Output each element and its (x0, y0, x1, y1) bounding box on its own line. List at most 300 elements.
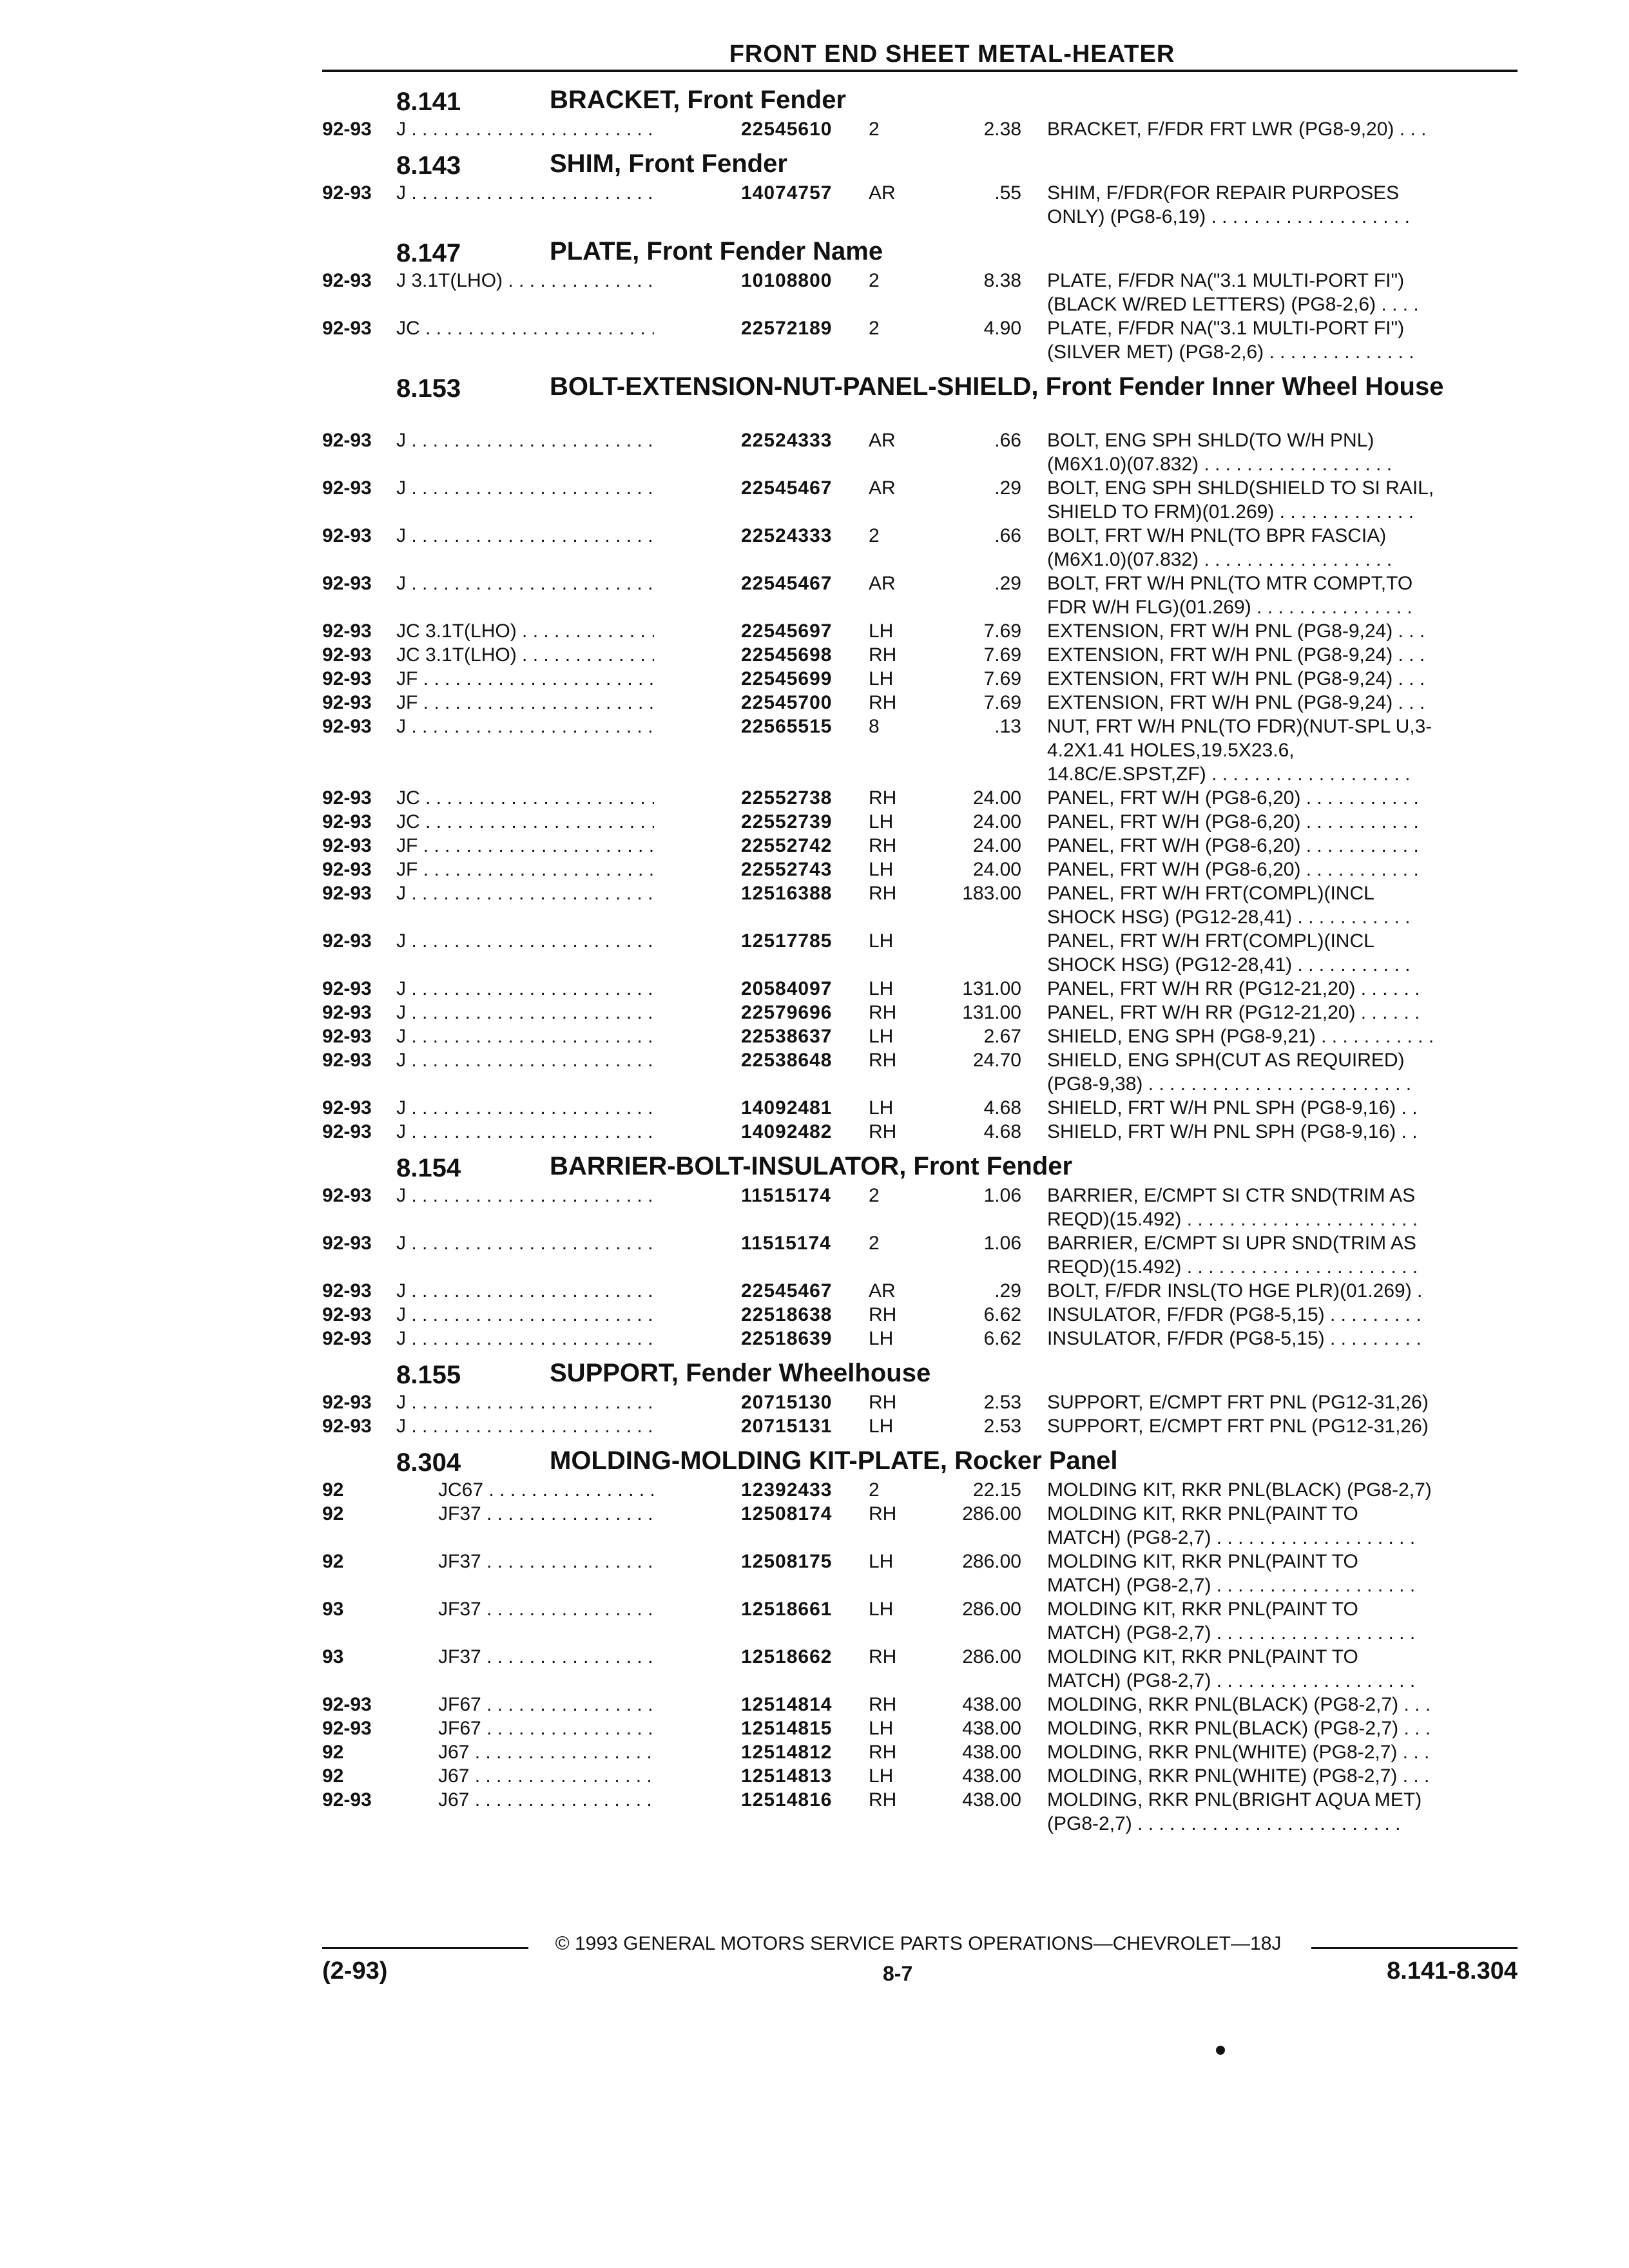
part-number: 22545699 (741, 668, 833, 689)
model-code: J . . . (396, 881, 654, 905)
model-code: JF67 . . . (438, 1716, 654, 1740)
page-footer (322, 1933, 1518, 1991)
quantity: RH (869, 644, 897, 666)
description-text: MOLDING, RKR PNL(WHITE) (PG8-2,7) . . . (1047, 1765, 1430, 1787)
part-number: 10108800 (741, 270, 833, 291)
model-code: J . . . (396, 715, 654, 738)
model-years: 92-93 (322, 525, 372, 546)
quantity: 2 (869, 318, 880, 339)
model-code: J . . . (396, 572, 654, 595)
price: .29 (994, 477, 1021, 499)
part-row (322, 316, 1518, 364)
part-description (1047, 1740, 1511, 1764)
part-row (322, 667, 1518, 691)
model-code: J . . . (396, 1327, 654, 1350)
description-text: MOLDING KIT, RKR PNL(PAINT TO MATCH) (PG8-2,7) . . . . . . . . . . . . . . . . . . . (1047, 1646, 1416, 1691)
part-description (1047, 1390, 1511, 1414)
model-years: 92-93 (322, 1304, 372, 1325)
model-code: JF . . . (396, 858, 654, 881)
price: 8.38 (983, 270, 1021, 291)
part-number: 11515174 (741, 1233, 831, 1254)
model-code: J67 . . . (438, 1788, 654, 1812)
description-text: PANEL, FRT W/H (PG8-6,20) . . . . . . . . . . . (1047, 835, 1419, 856)
quantity: LH (869, 620, 894, 642)
description-text: BOLT, ENG SPH SHLD(SHIELD TO SI RAIL, SHIELD TO FRM)(01.269) . . . . . . . . . . . . . (1047, 477, 1434, 523)
model-code: JC . . . (396, 786, 654, 810)
model-years: 92-93 (322, 1050, 372, 1071)
part-number: 22545700 (741, 692, 833, 713)
part-row (322, 1740, 1518, 1764)
part-number: 22579696 (741, 1002, 833, 1023)
part-number: 22518638 (741, 1304, 833, 1325)
section-title: MOLDING-MOLDING KIT-PLATE, Rocker Panel (550, 1446, 1118, 1475)
part-row (322, 1327, 1518, 1350)
quantity: RH (869, 883, 897, 904)
model-code: JC 3.1T(LHO) . . . (396, 619, 654, 643)
price: 4.90 (983, 318, 1021, 339)
model-years: 92-93 (322, 573, 372, 594)
part-description (1047, 929, 1511, 977)
price: 24.00 (972, 859, 1021, 880)
part-number: 22552742 (741, 835, 833, 856)
price: 7.69 (983, 620, 1021, 642)
description-text: PANEL, FRT W/H (PG8-6,20) . . . . . . . . . . . (1047, 787, 1419, 809)
part-description (1047, 428, 1511, 476)
price: .29 (994, 1280, 1021, 1302)
model-code: JF . . . (396, 667, 654, 691)
catalog-page (322, 39, 1518, 1836)
footer-copyright: © 1993 GENERAL MOTORS SERVICE PARTS OPERATIONS—CHEVROLET—18J (555, 1933, 1282, 1954)
quantity: 8 (869, 716, 880, 737)
description-text: MOLDING, RKR PNL(BLACK) (PG8-2,7) . . . (1047, 1694, 1431, 1715)
part-row (322, 117, 1518, 141)
part-number: 12514813 (741, 1765, 833, 1787)
section-heading (322, 77, 1518, 117)
model-years: 92-93 (322, 1185, 372, 1206)
part-number: 12518661 (741, 1599, 833, 1620)
part-number: 12514814 (741, 1694, 833, 1715)
description-text: SHIELD, FRT W/H PNL SPH (PG8-9,16) . . (1047, 1121, 1418, 1142)
quantity: RH (869, 1392, 897, 1413)
description-text: PANEL, FRT W/H FRT(COMPL)(INCL SHOCK HSG) (PG12-28,41) . . . . . . . . . . . (1047, 883, 1411, 928)
description-text: EXTENSION, FRT W/H PNL (PG8-9,24) . . . (1047, 644, 1425, 666)
quantity: LH (869, 1026, 894, 1047)
part-row (322, 269, 1518, 316)
section-number: 8.155 (396, 1361, 461, 1389)
part-row (322, 572, 1518, 619)
model-code: J . . . (396, 117, 654, 141)
part-number: 22545467 (741, 1280, 833, 1302)
description-text: EXTENSION, FRT W/H PNL (PG8-9,24) . . . (1047, 620, 1425, 642)
footer-date: (2-93) (322, 1957, 388, 1984)
model-code: JF . . . (396, 834, 654, 858)
price: 1.06 (983, 1185, 1021, 1206)
section-number: 8.141 (396, 88, 461, 116)
model-code: J . . . (396, 1120, 654, 1144)
section-heading (322, 1350, 1518, 1390)
part-description (1047, 476, 1511, 524)
price: 2.38 (983, 119, 1021, 140)
description-text: BOLT, FRT W/H PNL(TO MTR COMPT,TO FDR W/H FLG)(01.269) . . . . . . . . . . . . . . . (1047, 573, 1413, 618)
section-number: 8.147 (396, 239, 461, 267)
footer-rule-right (1311, 1947, 1518, 1949)
model-code: J . . . (396, 476, 654, 500)
part-description (1047, 269, 1511, 316)
part-description (1047, 810, 1511, 834)
part-row (322, 929, 1518, 977)
section-number: 8.153 (396, 374, 461, 403)
part-description (1047, 1279, 1511, 1303)
model-years: 92-93 (322, 930, 372, 952)
model-years: 92-93 (322, 787, 372, 809)
price: 286.00 (962, 1646, 1021, 1667)
section-title: SHIM, Front Fender (550, 149, 787, 178)
quantity: LH (869, 1097, 894, 1119)
price: 438.00 (962, 1742, 1021, 1763)
part-description (1047, 858, 1511, 881)
part-description (1047, 881, 1511, 929)
model-code: JC 3.1T(LHO) . . . (396, 643, 654, 667)
part-description (1047, 1716, 1511, 1740)
model-code: JC . . . (396, 810, 654, 834)
part-row (322, 1120, 1518, 1144)
part-description (1047, 691, 1511, 715)
model-years: 92-93 (322, 182, 372, 204)
part-number: 20715131 (741, 1416, 833, 1437)
model-code: JF37 . . . (438, 1550, 654, 1573)
description-text: MOLDING, RKR PNL(BLACK) (PG8-2,7) . . . (1047, 1718, 1431, 1739)
description-text: SHIELD, ENG SPH (PG8-9,21) . . . . . . . . . . . (1047, 1026, 1434, 1047)
part-description (1047, 1414, 1511, 1438)
model-code: JC . . . (396, 316, 654, 340)
model-code: J . . . (396, 181, 654, 205)
model-years: 92-93 (322, 716, 372, 737)
part-description (1047, 1597, 1511, 1645)
quantity: RH (869, 1694, 897, 1715)
quantity: RH (869, 835, 897, 856)
price: 286.00 (962, 1599, 1021, 1620)
model-years: 92-93 (322, 1097, 372, 1119)
part-description (1047, 643, 1511, 667)
model-code: JF67 . . . (438, 1693, 654, 1716)
price: 2.53 (983, 1416, 1021, 1437)
part-number: 12508174 (741, 1503, 833, 1524)
description-text: PLATE, F/FDR NA("3.1 MULTI-PORT FI") (BLACK W/RED LETTERS) (PG8-2,6) . . . . (1047, 270, 1419, 315)
description-text: NUT, FRT W/H PNL(TO FDR)(NUT-SPL U,3- 4.2X1.41 HOLES,19.5X23.6, 14.8C/E.SPST,ZF) . . . . . . . . . . . . . . . . . . . (1047, 716, 1432, 785)
part-row (322, 181, 1518, 229)
part-description (1047, 1231, 1511, 1279)
model-code: J . . . (396, 428, 654, 452)
price: .55 (994, 182, 1021, 204)
model-code: J . . . (396, 524, 654, 548)
part-row (322, 428, 1518, 476)
quantity: RH (869, 1002, 897, 1023)
quantity: LH (869, 811, 894, 832)
price: 24.70 (972, 1050, 1021, 1071)
part-number: 22545467 (741, 573, 833, 594)
part-row (322, 1764, 1518, 1788)
description-text: PANEL, FRT W/H FRT(COMPL)(INCL SHOCK HSG) (PG12-28,41) . . . . . . . . . . . (1047, 930, 1411, 975)
quantity: RH (869, 692, 897, 713)
quantity: LH (869, 859, 894, 880)
part-number: 20584097 (741, 978, 833, 999)
description-text: SUPPORT, E/CMPT FRT PNL (PG12-31,26) (1047, 1392, 1429, 1413)
description-text: MOLDING KIT, RKR PNL(PAINT TO MATCH) (PG8-2,7) . . . . . . . . . . . . . . . . . . . (1047, 1599, 1416, 1644)
model-years: 92-93 (322, 1121, 372, 1142)
part-row (322, 715, 1518, 786)
part-description (1047, 1303, 1511, 1327)
part-number: 20715130 (741, 1392, 833, 1413)
part-row (322, 1478, 1518, 1502)
price: 2.67 (983, 1026, 1021, 1047)
quantity: LH (869, 1551, 894, 1572)
section-heading (322, 141, 1518, 181)
part-description (1047, 524, 1511, 572)
part-description (1047, 316, 1511, 364)
quantity: LH (869, 1328, 894, 1349)
quantity: RH (869, 787, 897, 809)
part-description (1047, 1120, 1511, 1144)
description-text: SUPPORT, E/CMPT FRT PNL (PG12-31,26) (1047, 1416, 1429, 1437)
part-description (1047, 834, 1511, 858)
description-text: EXTENSION, FRT W/H PNL (PG8-9,24) . . . (1047, 692, 1425, 713)
price: 131.00 (962, 978, 1021, 999)
quantity: LH (869, 1416, 894, 1437)
model-code: J67 . . . (438, 1764, 654, 1788)
description-text: PANEL, FRT W/H RR (PG12-21,20) . . . . . . (1047, 978, 1420, 999)
quantity: 2 (869, 1185, 880, 1206)
part-number: 12514812 (741, 1742, 833, 1763)
part-row (322, 1597, 1518, 1645)
sections-container (322, 77, 1518, 1836)
part-row (322, 1096, 1518, 1120)
section-heading (322, 364, 1518, 428)
price: 4.68 (983, 1121, 1021, 1142)
quantity: AR (869, 182, 896, 204)
part-row (322, 691, 1518, 715)
model-years: 93 (322, 1599, 344, 1620)
model-code: J . . . (396, 1303, 654, 1327)
model-years: 92-93 (322, 477, 372, 499)
model-code: J . . . (396, 1390, 654, 1414)
quantity: LH (869, 668, 894, 689)
part-number: 12518662 (741, 1646, 833, 1667)
section-heading (322, 1144, 1518, 1184)
model-years: 92 (322, 1765, 344, 1787)
section-number: 8.154 (396, 1154, 461, 1182)
part-description (1047, 1764, 1511, 1788)
price: 286.00 (962, 1503, 1021, 1524)
part-description (1047, 1693, 1511, 1716)
part-number: 14074757 (741, 182, 833, 204)
price: 183.00 (962, 883, 1021, 904)
model-code: JF37 . . . (438, 1597, 654, 1621)
section-title: PLATE, Front Fender Name (550, 237, 883, 265)
part-number: 14092481 (741, 1097, 833, 1119)
part-row (322, 643, 1518, 667)
description-text: PLATE, F/FDR NA("3.1 MULTI-PORT FI") (SILVER MET) (PG8-2,6) . . . . . . . . . . . . . . (1047, 318, 1414, 363)
price: 24.00 (972, 835, 1021, 856)
quantity: AR (869, 573, 896, 594)
model-years: 92-93 (322, 1233, 372, 1254)
model-years: 92 (322, 1551, 344, 1572)
price: 2.53 (983, 1392, 1021, 1413)
part-description (1047, 619, 1511, 643)
model-years: 92-93 (322, 1416, 372, 1437)
model-years: 92-93 (322, 1718, 372, 1739)
description-text: BARRIER, E/CMPT SI CTR SND(TRIM AS REQD)(15.492) . . . . . . . . . . . . . . . . . . . . . . (1047, 1185, 1418, 1230)
description-text: BARRIER, E/CMPT SI UPR SND(TRIM AS REQD)(15.492) . . . . . . . . . . . . . . . . . . . . . . (1047, 1233, 1418, 1278)
part-description (1047, 117, 1511, 141)
description-text: BRACKET, F/FDR FRT LWR (PG8-9,20) . . . (1047, 119, 1427, 140)
part-description (1047, 572, 1511, 619)
quantity: LH (869, 978, 894, 999)
section-heading (322, 1438, 1518, 1478)
price: 7.69 (983, 644, 1021, 666)
header-rule (322, 70, 1518, 72)
part-number: 22545467 (741, 477, 833, 499)
quantity: AR (869, 477, 896, 499)
model-years: 92-93 (322, 668, 372, 689)
print-speck (1216, 2046, 1225, 2055)
part-row (322, 619, 1518, 643)
price: 7.69 (983, 668, 1021, 689)
description-text: MOLDING, RKR PNL(WHITE) (PG8-2,7) . . . (1047, 1742, 1430, 1763)
part-row (322, 1279, 1518, 1303)
model-years: 92-93 (322, 1328, 372, 1349)
part-number: 22524333 (741, 525, 833, 546)
part-number: 22545697 (741, 620, 833, 642)
quantity: LH (869, 1765, 894, 1787)
model-years: 92-93 (322, 1789, 372, 1811)
part-number: 14092482 (741, 1121, 833, 1142)
part-row (322, 1184, 1518, 1231)
part-number: 22538637 (741, 1026, 833, 1047)
part-row (322, 977, 1518, 1001)
model-years: 92-93 (322, 811, 372, 832)
part-number: 11515174 (741, 1185, 831, 1206)
part-number: 22552739 (741, 811, 833, 832)
model-years: 92-93 (322, 119, 372, 140)
price: 131.00 (962, 1002, 1021, 1023)
price: 24.00 (972, 811, 1021, 832)
description-text: INSULATOR, F/FDR (PG8-5,15) . . . . . . . . . (1047, 1328, 1422, 1349)
model-code: J . . . (396, 977, 654, 1001)
part-description (1047, 1184, 1511, 1231)
description-text: PANEL, FRT W/H (PG8-6,20) . . . . . . . . . . . (1047, 811, 1419, 832)
model-years: 92-93 (322, 1392, 372, 1413)
part-row (322, 1502, 1518, 1550)
part-description (1047, 1502, 1511, 1550)
price: 438.00 (962, 1694, 1021, 1715)
part-description (1047, 1327, 1511, 1350)
part-number: 12517785 (741, 930, 833, 952)
model-years: 92-93 (322, 883, 372, 904)
quantity: RH (869, 1121, 897, 1142)
part-row (322, 834, 1518, 858)
price: .66 (994, 525, 1021, 546)
model-years: 93 (322, 1646, 344, 1667)
part-description (1047, 1788, 1511, 1836)
part-row (322, 1001, 1518, 1024)
part-number: 22552743 (741, 859, 833, 880)
quantity: AR (869, 430, 896, 451)
part-description (1047, 1024, 1511, 1048)
part-number: 12514815 (741, 1718, 833, 1739)
model-years: 92-93 (322, 270, 372, 291)
description-text: SHIELD, ENG SPH(CUT AS REQUIRED) (PG8-9,38) . . . . . . . . . . . . . . . . . . . . . . . . . (1047, 1050, 1412, 1095)
quantity: LH (869, 930, 894, 952)
model-years: 92-93 (322, 318, 372, 339)
description-text: SHIELD, FRT W/H PNL SPH (PG8-9,16) . . (1047, 1097, 1418, 1119)
footer-range: 8.141-8.304 (1387, 1957, 1518, 1984)
part-description (1047, 1096, 1511, 1120)
price: 4.68 (983, 1097, 1021, 1119)
quantity: RH (869, 1646, 897, 1667)
quantity: RH (869, 1503, 897, 1524)
price: 1.06 (983, 1233, 1021, 1254)
description-text: BOLT, F/FDR INSL(TO HGE PLR)(01.269) . (1047, 1280, 1423, 1302)
price: 7.69 (983, 692, 1021, 713)
footer-rule-left (322, 1947, 528, 1949)
page-title: FRONT END SHEET METAL-HEATER (729, 41, 1175, 68)
model-code: J67 . . . (438, 1740, 654, 1764)
part-number: 22538648 (741, 1050, 833, 1071)
part-number: 22524333 (741, 430, 833, 451)
part-number: 22545698 (741, 644, 833, 666)
model-years: 92 (322, 1503, 344, 1524)
model-years: 92-93 (322, 1026, 372, 1047)
model-years: 92-93 (322, 978, 372, 999)
model-code: J . . . (396, 1279, 654, 1303)
section-title: BARRIER-BOLT-INSULATOR, Front Fender (550, 1152, 1073, 1180)
model-years: 92-93 (322, 430, 372, 451)
description-text: INSULATOR, F/FDR (PG8-5,15) . . . . . . . . . (1047, 1304, 1422, 1325)
quantity: RH (869, 1789, 897, 1811)
section-number: 8.143 (396, 151, 461, 180)
price: 22.15 (972, 1479, 1021, 1501)
price: .29 (994, 573, 1021, 594)
part-number: 22552738 (741, 787, 833, 809)
model-code: JF37 . . . (438, 1502, 654, 1526)
part-description (1047, 181, 1511, 229)
part-row (322, 1303, 1518, 1327)
description-text: BOLT, ENG SPH SHLD(TO W/H PNL) (M6X1.0)(07.832) . . . . . . . . . . . . . . . . . . (1047, 430, 1393, 475)
price: .66 (994, 430, 1021, 451)
quantity: 2 (869, 270, 880, 291)
quantity: LH (869, 1718, 894, 1739)
part-description (1047, 786, 1511, 810)
part-description (1047, 1645, 1511, 1693)
model-years: 92 (322, 1479, 344, 1501)
model-code: J 3.1T(LHO) . . . (396, 269, 654, 293)
price: 24.00 (972, 787, 1021, 809)
part-number: 22518639 (741, 1328, 833, 1349)
model-years: 92-93 (322, 644, 372, 666)
model-years: 92-93 (322, 1002, 372, 1023)
section-heading (322, 229, 1518, 269)
part-description (1047, 1001, 1511, 1024)
quantity: RH (869, 1742, 897, 1763)
model-years: 92-93 (322, 1694, 372, 1715)
description-text: MOLDING KIT, RKR PNL(BLACK) (PG8-2,7) (1047, 1479, 1432, 1501)
quantity: RH (869, 1304, 897, 1325)
model-years: 92 (322, 1742, 344, 1763)
quantity: 2 (869, 1479, 880, 1501)
model-years: 92-93 (322, 835, 372, 856)
model-code: J . . . (396, 1414, 654, 1438)
model-code: J . . . (396, 1048, 654, 1072)
